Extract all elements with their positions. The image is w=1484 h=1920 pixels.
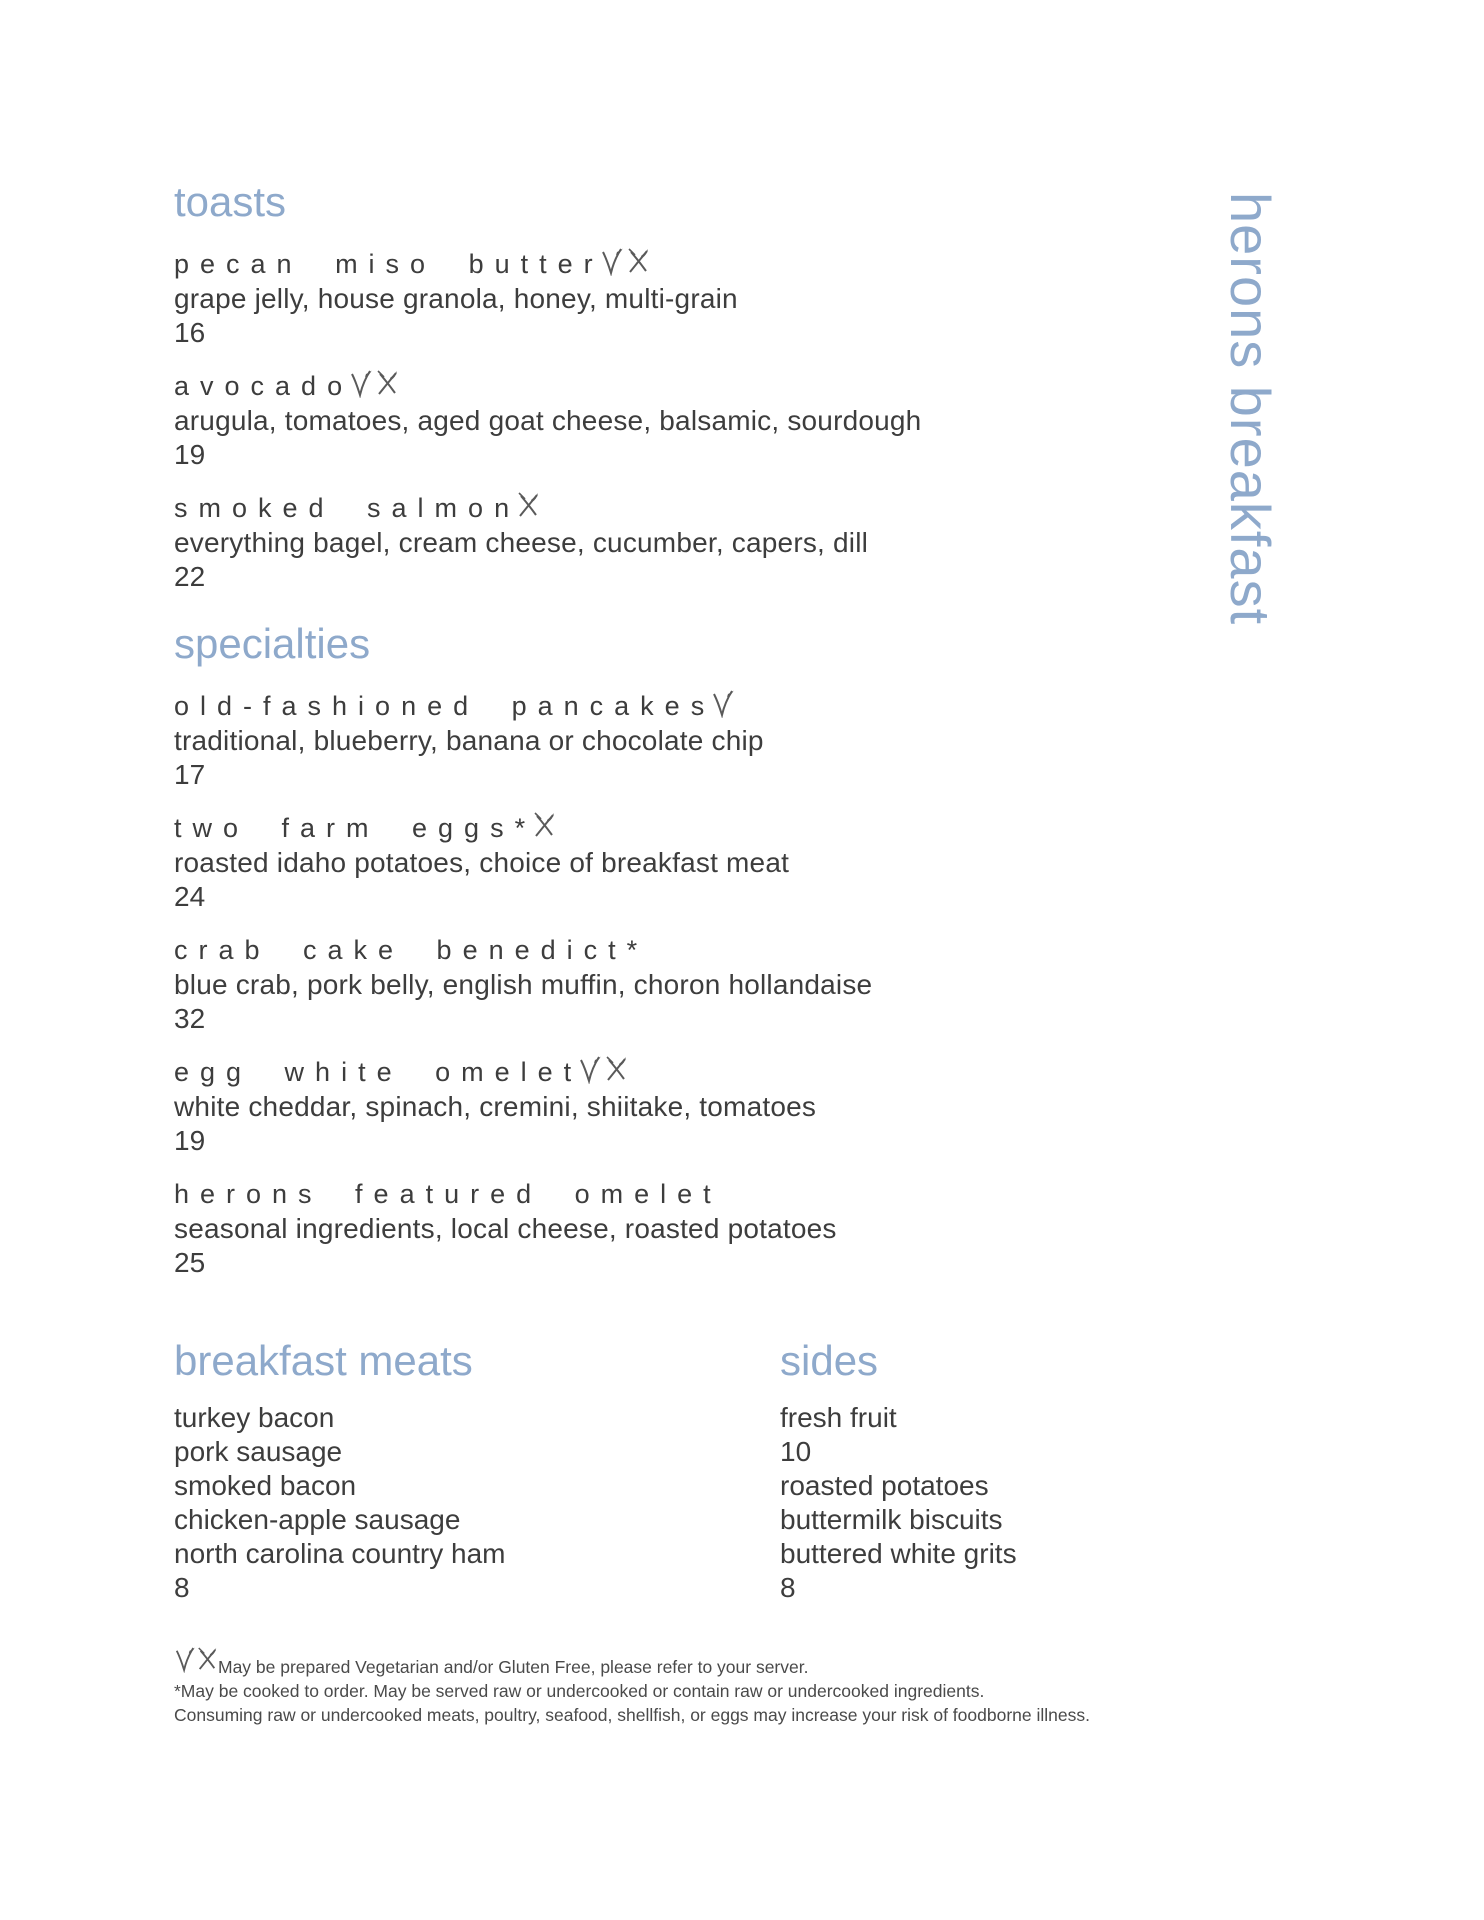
list-item: buttered white grits (780, 1538, 1017, 1569)
menu-item-price: 32 (174, 1003, 206, 1034)
list-item: north carolina country ham (174, 1538, 506, 1569)
dietary-icons (600, 248, 650, 282)
menu-item-price: 16 (174, 317, 206, 348)
menu-item-name (174, 932, 1174, 968)
menu-item-description: roasted idaho potatoes, choice of breakfast meat (174, 847, 790, 878)
menu-item (174, 368, 1174, 472)
menu-item-price: 19 (174, 1125, 206, 1156)
price: 8 (174, 1572, 190, 1603)
menu-item-name (174, 810, 1174, 846)
menu-item (174, 932, 1174, 1036)
list-item: fresh fruit (780, 1402, 897, 1433)
menu-item (174, 490, 1174, 594)
footnote-line-3: Consuming raw or undercooked meats, poultry, seafood, shellfish, or eggs may increase your risk of foodborne illness. (174, 1705, 1090, 1725)
gluten-free-icon (626, 246, 650, 285)
menu-title: herons breakfast (1219, 192, 1282, 626)
gluten-free-icon (196, 1645, 218, 1679)
menu-item-description: grape jelly, house granola, honey, multi-grain (174, 283, 738, 314)
vegetarian-icon (578, 1054, 602, 1093)
section-title-breakfast-meats: breakfast meats (174, 1337, 473, 1384)
menu-item-name (174, 1176, 1174, 1212)
menu-item-price: 19 (174, 439, 206, 470)
sides-column (780, 1335, 1017, 1605)
menu-item-name-text: crab cake benedict* (174, 935, 649, 965)
dietary-icons (711, 690, 735, 724)
vegetarian-icon (711, 688, 735, 727)
breakfast-meats-column (174, 1335, 506, 1605)
menu-item (174, 246, 1174, 350)
menu-item-name-text: egg white omelet (174, 1057, 583, 1087)
menu-item-price: 17 (174, 759, 206, 790)
menu-item-description: traditional, blueberry, banana or chocolate chip (174, 725, 764, 756)
menu-item-name-text: pecan miso butter (174, 249, 604, 279)
menu-item-name (174, 368, 1174, 404)
price: 10 (780, 1436, 812, 1467)
gluten-free-icon (604, 1054, 628, 1093)
menu-item (174, 688, 1174, 792)
footnote-line-1 (174, 1645, 1274, 1679)
menu-item-name (174, 688, 1174, 724)
gluten-free-icon (375, 368, 399, 407)
menu-item-name-text: two farm eggs* (174, 813, 537, 843)
section-title-specialties: specialties (174, 620, 371, 667)
menu-item-name (174, 490, 1174, 526)
price: 8 (780, 1572, 796, 1603)
menu-item (174, 1054, 1174, 1158)
dietary-icons (578, 1056, 628, 1090)
vegetarian-icon (349, 368, 373, 407)
list-item: roasted potatoes (780, 1470, 989, 1501)
section-title-toasts: toasts (174, 178, 287, 225)
gluten-free-icon (532, 810, 556, 849)
dietary-icons (516, 492, 540, 526)
menu-item-name-text: herons featured omelet (174, 1179, 722, 1209)
dietary-icons (532, 812, 556, 846)
menu-item-price: 25 (174, 1247, 206, 1278)
menu-item-description: seasonal ingredients, local cheese, roasted potatoes (174, 1213, 837, 1244)
menu-item-name-text: old-fashioned pancakes (174, 691, 716, 721)
menu-content (174, 176, 1174, 1280)
menu-item (174, 1176, 1174, 1280)
gluten-free-icon (516, 490, 540, 529)
menu-item-name (174, 246, 1174, 282)
menu-item-price: 24 (174, 881, 206, 912)
footnote-text: May be prepared Vegetarian and/or Gluten Free, please refer to your server. (218, 1657, 809, 1677)
vegetarian-icon (174, 1645, 196, 1679)
list-item: smoked bacon (174, 1470, 357, 1501)
menu-item-name (174, 1054, 1174, 1090)
menu-item-price: 22 (174, 561, 206, 592)
menu-item-name-text: smoked salmon (174, 493, 521, 523)
dietary-icons (349, 370, 399, 404)
list-item: turkey bacon (174, 1402, 335, 1433)
list-item: buttermilk biscuits (780, 1504, 1003, 1535)
menu-item-description: everything bagel, cream cheese, cucumber, capers, dill (174, 527, 869, 558)
vegetarian-icon (600, 246, 624, 285)
footnote (174, 1645, 1274, 1727)
footnote-line-2: *May be cooked to order. May be served raw or undercooked or contain raw or undercooked ingredients. (174, 1681, 985, 1701)
menu-item-description: blue crab, pork belly, english muffin, choron hollandaise (174, 969, 873, 1000)
menu-item-description: arugula, tomatoes, aged goat cheese, balsamic, sourdough (174, 405, 922, 436)
menu-item-name-text: avocado (174, 371, 354, 401)
menu-item (174, 810, 1174, 914)
section-title-sides: sides (780, 1337, 879, 1384)
menu-item-description: white cheddar, spinach, cremini, shiitake, tomatoes (174, 1091, 817, 1122)
list-item: pork sausage (174, 1436, 343, 1467)
list-item: chicken-apple sausage (174, 1504, 461, 1535)
